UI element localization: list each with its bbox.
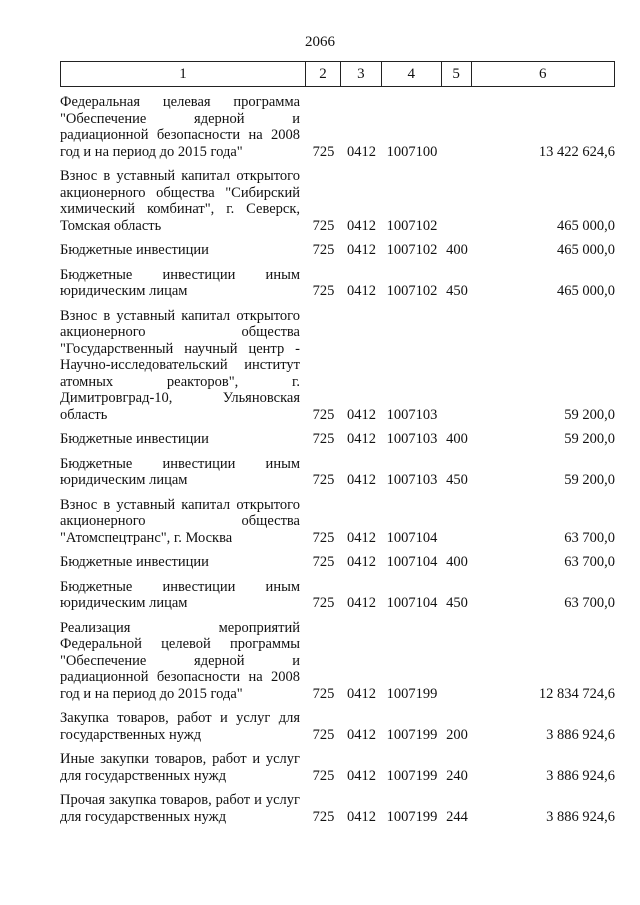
row-section-code: 0412 [347, 767, 376, 784]
row-target-article: 1007104 [386, 529, 438, 546]
row-description: Федеральная целевая программа "Обеспечение ядерной и радиационной безопасности на 2008 год и на период до 2015 года" [60, 94, 300, 160]
header-col-5: 5 [442, 62, 472, 86]
row-target-article: 1007199 [386, 808, 438, 825]
row-section-code: 0412 [347, 143, 376, 160]
table-row [60, 94, 615, 160]
table-row [60, 168, 615, 234]
header-col-2: 2 [306, 62, 341, 86]
row-target-article: 1007104 [386, 595, 438, 611]
row-section-code: 0412 [347, 283, 376, 299]
table-row [60, 242, 615, 259]
row-amount: 12 834 724,6 [538, 685, 615, 702]
row-ministry-code: 725 [312, 472, 335, 488]
row-target-article: 1007102 [386, 283, 438, 299]
row-target-article: 1007199 [386, 685, 438, 702]
row-description: Взнос в уставный капитал открытого акционерного общества "Атомспецтранс", г. Москва [60, 496, 300, 546]
header-col-4: 4 [382, 62, 442, 86]
row-amount: 465 000,0 [557, 217, 615, 234]
row-target-article: 1007103 [386, 431, 438, 447]
row-target-article: 1007102 [386, 217, 438, 234]
row-ministry-code: 725 [312, 595, 335, 611]
row-description: Бюджетные инвестиции иным юридическим лицам [60, 266, 300, 299]
row-section-code: 0412 [347, 431, 376, 447]
row-expense-type: 244 [446, 808, 468, 825]
row-target-article: 1007103 [386, 472, 438, 488]
table-row [60, 792, 615, 825]
row-ministry-code: 725 [312, 143, 335, 160]
table-header [60, 61, 615, 87]
row-description: Бюджетные инвестиции [60, 242, 209, 258]
row-expense-type: 240 [446, 767, 468, 784]
table-row [60, 620, 615, 703]
row-amount: 3 886 924,6 [546, 808, 615, 825]
row-description: Бюджетные инвестиции [60, 554, 209, 570]
row-section-code: 0412 [347, 726, 376, 743]
row-section-code: 0412 [347, 472, 376, 488]
row-description: Закупка товаров, работ и услуг для государственных нужд [60, 710, 300, 743]
row-description: Бюджетные инвестиции иным юридическим лицам [60, 578, 300, 611]
row-ministry-code: 725 [312, 406, 335, 423]
row-ministry-code: 725 [312, 242, 335, 258]
row-expense-type: 400 [446, 431, 468, 447]
row-amount: 465 000,0 [557, 283, 615, 299]
row-target-article: 1007199 [386, 726, 438, 743]
row-target-article: 1007103 [386, 406, 438, 423]
row-amount: 59 200,0 [564, 472, 615, 488]
table-row [60, 267, 615, 300]
table-row [60, 751, 615, 784]
row-section-code: 0412 [347, 217, 376, 234]
table-row [60, 431, 615, 448]
table-row [60, 710, 615, 743]
row-section-code: 0412 [347, 406, 376, 423]
row-amount: 3 886 924,6 [546, 767, 615, 784]
header-col-6: 6 [539, 66, 547, 82]
row-ministry-code: 725 [312, 431, 335, 447]
row-description: Иные закупки товаров, работ и услуг для государственных нужд [60, 751, 300, 784]
table-row [60, 554, 615, 571]
table-body [60, 94, 615, 833]
row-section-code: 0412 [347, 529, 376, 546]
row-description: Взнос в уставный капитал открытого акционерного общества "Сибирский химический комбинат", г. Северск, Томская область [60, 168, 300, 234]
row-target-article: 1007104 [386, 554, 438, 570]
row-amount: 13 422 624,6 [538, 143, 615, 160]
table-row [60, 456, 615, 489]
row-section-code: 0412 [347, 242, 376, 258]
row-expense-type: 400 [446, 554, 468, 570]
row-amount: 59 200,0 [564, 406, 615, 423]
row-amount: 59 200,0 [564, 431, 615, 447]
row-amount: 63 700,0 [564, 554, 615, 570]
row-amount: 465 000,0 [557, 242, 615, 258]
row-ministry-code: 725 [312, 726, 335, 743]
row-expense-type: 450 [446, 283, 468, 299]
row-expense-type: 400 [446, 242, 468, 258]
row-expense-type: 200 [446, 726, 468, 743]
page-number: 2066 [305, 34, 335, 50]
row-ministry-code: 725 [312, 283, 335, 299]
table-row [60, 308, 615, 424]
row-expense-type: 450 [446, 595, 468, 611]
row-section-code: 0412 [347, 595, 376, 611]
row-target-article: 1007100 [386, 143, 438, 160]
header-col-1: 1 [61, 62, 306, 86]
row-section-code: 0412 [347, 554, 376, 570]
row-description: Бюджетные инвестиции [60, 431, 209, 447]
row-amount: 3 886 924,6 [546, 726, 615, 743]
row-ministry-code: 725 [312, 529, 335, 546]
row-section-code: 0412 [347, 808, 376, 825]
row-description: Реализация мероприятий Федеральной целевой программы "Обеспечение ядерной и радиационной безопасности на 2008 год и на период до 2015 года" [60, 619, 300, 702]
table-row [60, 497, 615, 547]
table-row [60, 579, 615, 612]
row-amount: 63 700,0 [564, 529, 615, 546]
row-target-article: 1007199 [386, 767, 438, 784]
row-target-article: 1007102 [386, 242, 438, 258]
row-section-code: 0412 [347, 685, 376, 702]
row-description: Прочая закупка товаров, работ и услуг для государственных нужд [60, 792, 300, 825]
row-description: Бюджетные инвестиции иным юридическим лицам [60, 455, 300, 488]
row-ministry-code: 725 [312, 808, 335, 825]
row-ministry-code: 725 [312, 554, 335, 570]
row-ministry-code: 725 [312, 685, 335, 702]
header-col-3: 3 [341, 62, 382, 86]
row-expense-type: 450 [446, 472, 468, 488]
row-description: Взнос в уставный капитал открытого акционерного общества "Государственный научный центр - Научно-исследовательский институт атомных реакторов", г. Димитровград-10, Ульяновская область [60, 307, 300, 423]
row-ministry-code: 725 [312, 217, 335, 234]
row-amount: 63 700,0 [564, 595, 615, 611]
row-ministry-code: 725 [312, 767, 335, 784]
